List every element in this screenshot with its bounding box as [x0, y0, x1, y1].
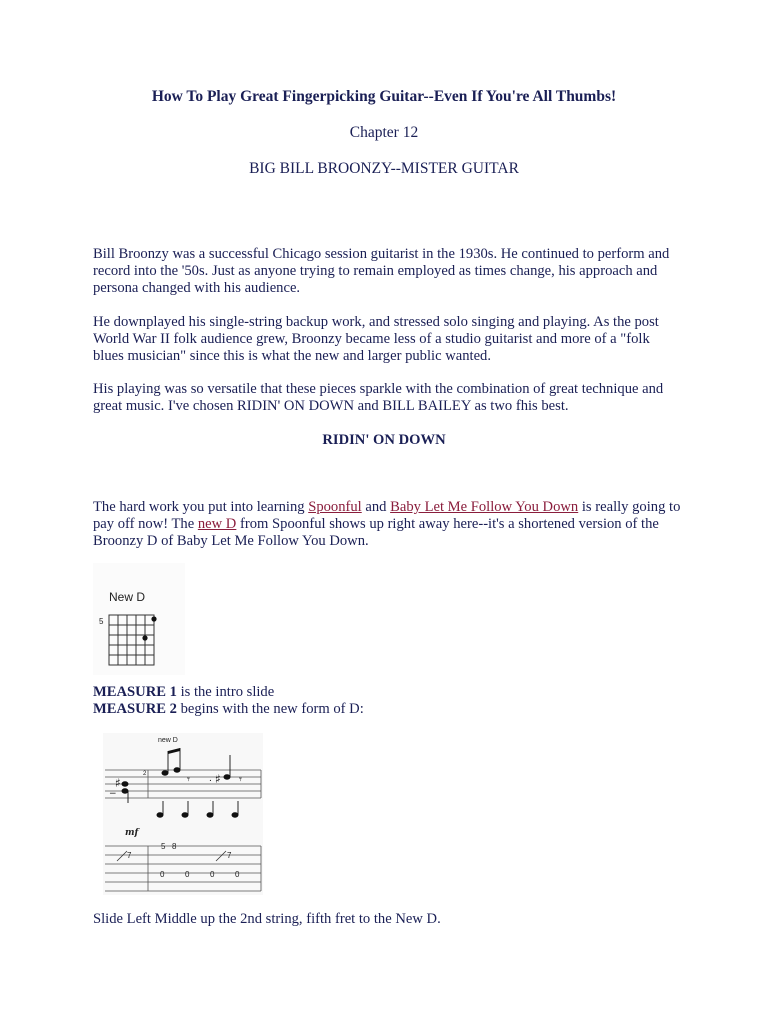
- baby-let-me-follow-you-down-link[interactable]: Baby Let Me Follow You Down: [390, 499, 579, 515]
- book-title: How To Play Great Fingerpicking Guitar--Even If You're All Thumbs!: [151, 88, 617, 105]
- fret-number: 5: [99, 617, 104, 626]
- measure-1-label: MEASURE 1: [93, 684, 177, 700]
- tab-number: 7: [127, 851, 132, 860]
- tab-number: 0: [210, 870, 215, 879]
- svg-text:𝄾: 𝄾: [239, 773, 242, 786]
- paragraph-4-text-1: The hard work you put into learning: [93, 499, 309, 515]
- svg-text:−: −: [109, 789, 117, 799]
- chord-diagram-graphic: [93, 563, 185, 675]
- tab-number: 0: [185, 870, 190, 879]
- music-notes: [109, 748, 242, 817]
- svg-text:𝄾: 𝄾: [187, 773, 190, 786]
- paragraph-1: Bill Broonzy was a successful Chicago session guitarist in the 1930s. He continued to perform and record into the '50s. Just as anyone trying to remain employed as times change, his approach and persona changed with his audience.: [93, 246, 670, 296]
- chord-name: New D: [109, 590, 146, 604]
- chapter-title: BIG BILL BROONZY--MISTER GUITAR: [249, 160, 519, 177]
- paragraph-4: [93, 499, 683, 550]
- fretboard-grid: [109, 615, 154, 665]
- finger-dot: [142, 635, 147, 640]
- paragraph-4-text-2: and: [361, 499, 391, 515]
- notation-graphic: [103, 733, 263, 895]
- tab-number: 5: [161, 842, 166, 851]
- paragraph-4-text-4: from Spoonful shows up right away here--it's a shortened version of the Broonzy D of Baby Let Me Follow You Down.: [93, 516, 659, 549]
- paragraph-3: His playing was so versatile that these pieces sparkle with the combination of great technique and great music. I've chosen RIDIN' ON DOWN and BILL BAILEY as two fhis best.: [93, 381, 664, 414]
- finger-dot: [151, 616, 156, 621]
- spoonful-link[interactable]: Spoonful: [308, 499, 362, 515]
- dynamic-marking: mf: [125, 828, 139, 838]
- tab-numbers: [117, 842, 240, 879]
- section-heading: RIDIN' ON DOWN: [322, 432, 446, 448]
- notation-and-tab: [103, 733, 263, 895]
- tab-number: 0: [160, 870, 165, 879]
- measure-number: 2: [143, 771, 147, 777]
- measure-2-line: [93, 701, 364, 718]
- paragraph-2: He downplayed his single-string backup work, and stressed solo singing and playing. As the post World War II folk audience grew, Broonzy became less of a studio guitarist and more of a "folk blues musician" since this is what the new and larger public wanted.: [93, 314, 659, 364]
- measure-2-text: begins with the new form of D:: [176, 701, 364, 717]
- tab-number: 7: [227, 851, 232, 860]
- chord-diagram: [93, 563, 185, 675]
- measure-1-line: [93, 684, 274, 701]
- final-instruction: Slide Left Middle up the 2nd string, fifth fret to the New D.: [93, 911, 441, 927]
- chapter-number: Chapter 12: [349, 124, 419, 141]
- tab-number: 8: [172, 842, 177, 851]
- measure-2-label: MEASURE 2: [93, 701, 177, 717]
- new-d-link[interactable]: new D: [197, 516, 237, 532]
- chord-label: new D: [158, 737, 178, 744]
- svg-text:♯: ♯: [115, 776, 121, 790]
- paragraph-4-text-3: is really going to pay off now! The: [93, 499, 681, 532]
- measure-1-text: is the intro slide: [176, 684, 275, 700]
- svg-text:.: .: [209, 774, 212, 784]
- tab-number: 0: [235, 870, 240, 879]
- svg-text:♯: ♯: [215, 772, 221, 786]
